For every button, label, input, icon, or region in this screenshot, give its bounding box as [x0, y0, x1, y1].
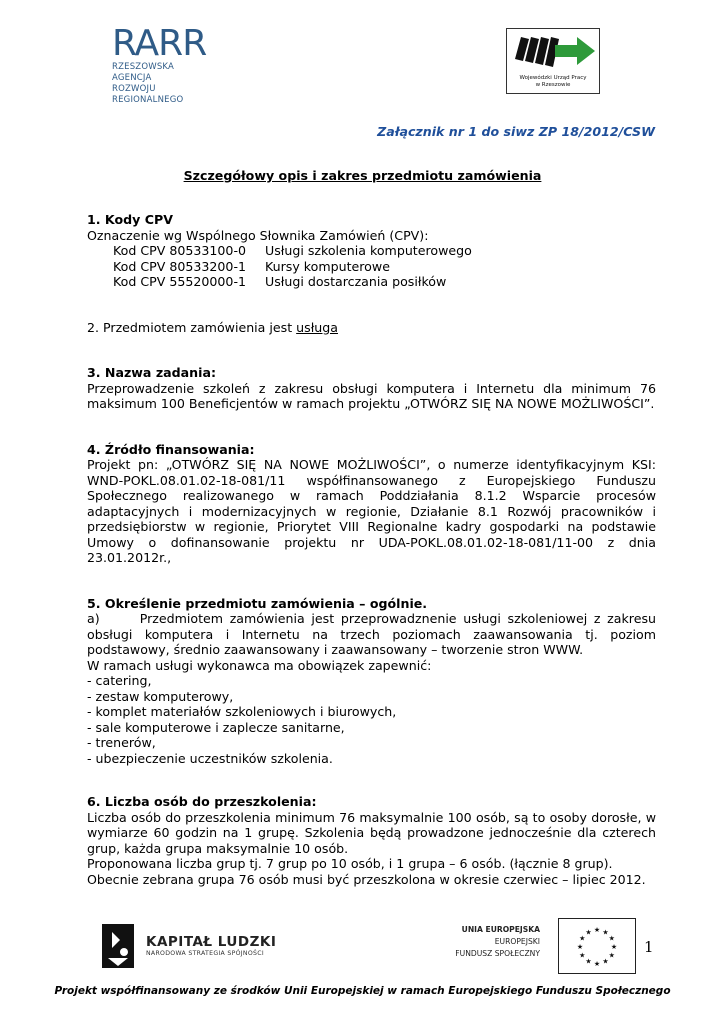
section-3-text: Przeprowadzenie szkoleń z zakresu obsługi komputera i Internetu dla minimum 76 maksimum 100 Beneficjentów w ramach projektu „OTWÓRZ SIĘ NA NOWE MOŻLIWOŚCI”. — [87, 380, 656, 411]
wup-logo-mark-icon — [507, 29, 599, 75]
document-title: Szczegółowy opis i zakres przedmiotu zamówienia — [183, 168, 542, 183]
section-5-intro: W ramach usługi wykonawca ma obowiązek zapewnić: — [87, 657, 432, 673]
document-body — [87, 212, 656, 887]
section-4-heading: 4. Źródło finansowania: — [87, 441, 255, 457]
list-item: - catering, — [87, 673, 152, 688]
eu-star-icon: ★ — [585, 928, 592, 937]
list-item: - sale komputerowe i zaplecze sanitarne, — [87, 719, 345, 735]
rarr-logo-sub1: RZESZOWSKA AGENCJA — [112, 62, 175, 83]
cpv-row — [87, 274, 656, 290]
wup-logo — [506, 28, 600, 94]
eu-star-icon: ★ — [602, 957, 609, 966]
wup-caption-line1: Wojewódzki Urząd Pracy — [519, 75, 587, 81]
section-6-line2: Proponowana liczba grup tj. 7 grup po 10 osób, i 1 grupa – 6 osób. (łącznie 8 grup). — [87, 856, 613, 871]
eu-star-icon: ★ — [579, 951, 586, 960]
kapital-ludzki-subtitle: NARODOWA STRATEGIA SPÓJNOŚCI — [146, 950, 264, 957]
footer-logos — [98, 916, 698, 976]
eu-flag-icon — [558, 918, 636, 974]
eu-line2: EUROPEJSKI — [494, 937, 540, 946]
eu-star-icon: ★ — [608, 934, 615, 943]
cofinance-note: Projekt współfinansowany ze środków Unii Europejskiej w ramach Europejskiego Funduszu Społecznego — [54, 985, 671, 997]
wup-caption-line2: w Rzeszowie — [535, 82, 571, 88]
section-2-underlined: usługa — [296, 319, 338, 335]
cpv-desc: Usługi szkolenia komputerowego — [265, 243, 472, 258]
rarr-logo — [112, 23, 212, 106]
eu-line1: UNIA EUROPEJSKA — [461, 925, 540, 934]
cpv-row — [87, 259, 656, 275]
kapital-ludzki-icon — [98, 918, 138, 974]
cpv-code: Kod CPV 80533200-1 — [113, 258, 246, 274]
kapital-ludzki-title: KAPITAŁ LUDZKI — [146, 934, 277, 950]
rarr-logo-word: RARR — [112, 23, 207, 64]
page-number: 1 — [644, 938, 654, 956]
section-1-intro: Oznaczenie wg Wspólnego Słownika Zamówień (CPV): — [87, 227, 429, 243]
rarr-logo-sub2: ROZWOJU REGIONALNEGO — [112, 84, 184, 105]
list-item: - zestaw komputerowy, — [87, 688, 234, 704]
list-item: - komplet materiałów szkoleniowych i biurowych, — [87, 704, 397, 719]
eu-star-icon: ★ — [610, 943, 618, 951]
section-6-line3: Obecnie zebrana grupa 76 osób musi być przeszkolona w okresie czerwiec – lipiec 2012. — [87, 871, 646, 887]
cpv-desc: Usługi dostarczania posiłków — [265, 274, 447, 289]
section-4-text: Projekt pn: „OTWÓRZ SIĘ NA NOWE MOŻLIWOŚCI”, o numerze identyfikacyjnym KSI: WND-POKL.08.01.02-18-081/11 współfinansowanego z Europejskiego Funduszu Społecznego realizowanego w ramach Poddziałania 8.1.2 Wsparcie procesów adaptacyjnych i modernizacyjnych w regionie, Działanie 8.1 Rozwój pracowników i przedsiębiorstw w regionie, Priorytet VIII Regionalne kadry gospodarki na podstawie Umowy o dofinansowanie projektu nr UDA-POKL.08.01.02-18-081/11-00 z dnia 23.01.2012r., — [87, 457, 656, 565]
cpv-code: Kod CPV 80533100-0 — [113, 243, 246, 258]
cpv-code: Kod CPV 55520000-1 — [113, 274, 246, 289]
section-2 — [87, 320, 656, 336]
cpv-desc: Kursy komputerowe — [265, 258, 390, 274]
eu-line3: FUNDUSZ SPOŁECZNY — [455, 949, 540, 958]
list-item: - ubezpieczenie uczestników szkolenia. — [87, 750, 333, 766]
section-3-heading: 3. Nazwa zadania: — [87, 365, 216, 380]
section-1-heading: 1. Kody CPV — [87, 212, 173, 227]
eu-star-icon: ★ — [593, 926, 601, 934]
cpv-row — [87, 243, 656, 259]
section-2-text: 2. Przedmiotem zamówienia jest — [87, 319, 297, 335]
eu-star-icon: ★ — [585, 957, 592, 966]
section-5-heading: 5. Określenie przedmiotu zamówienia – ogólnie. — [87, 595, 428, 611]
eu-star-icon: ★ — [593, 960, 601, 968]
eu-star-icon: ★ — [579, 934, 586, 943]
eu-star-icon: ★ — [576, 943, 584, 951]
eu-star-icon: ★ — [602, 928, 609, 937]
attachment-reference: Załącznik nr 1 do siwz ZP 18/2012/CSW — [377, 124, 655, 139]
section-5-paragraph-a: a) Przedmiotem zamówienia jest przeprowadznenie usługi szkoleniowej z zakresu obsługi komputera i Internetu na trzech poziomach zaawansowania tj. poziom podstawowy, średnio zaawansowany i zaawansowany – tworzenie stron WWW. — [87, 611, 656, 657]
section-6-paragraph: Liczba osób do przeszkolenia minimum 76 maksymalnie 100 osób, są to osoby dorosłe, w wymiarze 60 godzin na 1 grupę. Szkolenia będą prowadzone jednocześnie dla czterech grup, każda grupa maksymalnie 10 osób. — [87, 809, 656, 856]
eu-star-icon: ★ — [608, 951, 615, 960]
section-6-heading: 6. Liczba osób do przeszkolenia: — [87, 794, 317, 809]
list-item: - trenerów, — [87, 735, 156, 750]
